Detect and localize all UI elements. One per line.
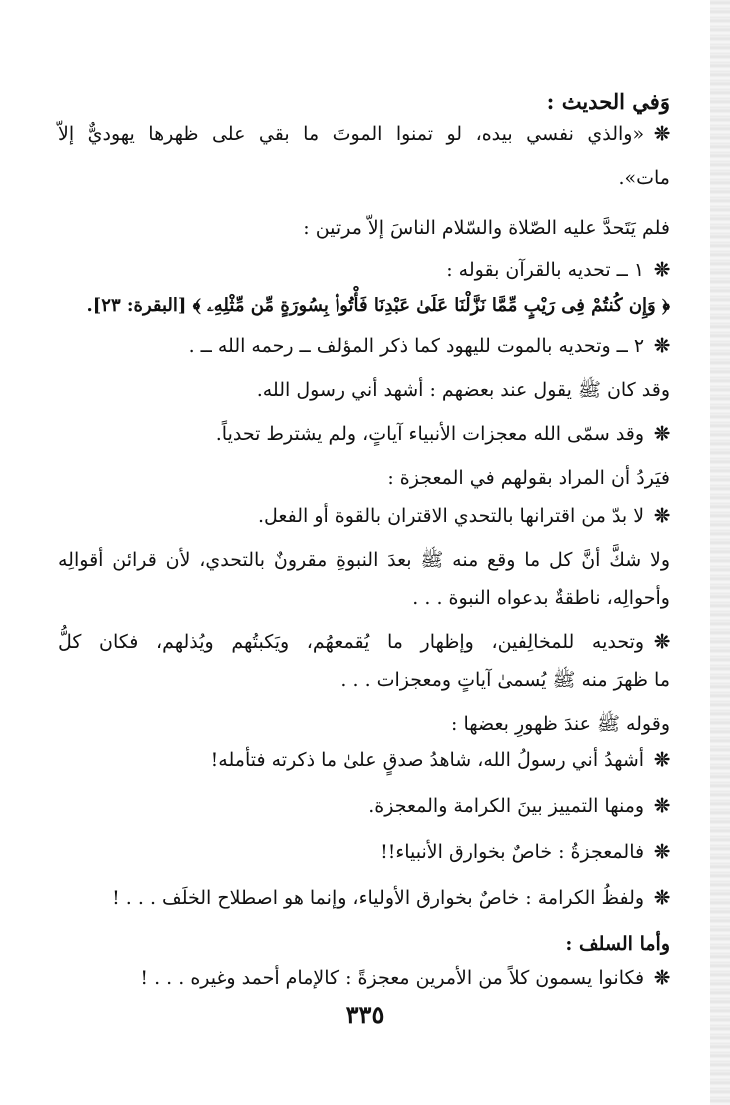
page-number: ٣٣٥ bbox=[345, 1000, 385, 1029]
bullet-star-icon: ❊ bbox=[654, 423, 670, 445]
section-heading: وَفي الحديث : bbox=[546, 89, 670, 114]
text-line: ما ظهرَ منه ﷺ يُسمىٰ آياتٍ ومعجزات . . . bbox=[340, 669, 670, 691]
text-line: ❊وتحديه للمخالِفين، وإظهار ما يُقمعهُم، ويَكبتُهم ويُذلهم، فكان كلُّ bbox=[58, 628, 670, 656]
text-line: ❊ولفظُ الكرامة : خاصٌ بخوارق الأولياء، وإنما هو اصطلاح الخلَف . . . ! bbox=[58, 884, 670, 912]
bullet-star-icon: ❊ bbox=[654, 749, 670, 771]
text-line: ❊«والذي نفسي بيده، لو تمنوا الموتَ ما بقي على ظهرها يهوديٌّ إلاّ bbox=[58, 120, 670, 148]
bullet-star-icon: ❊ bbox=[654, 795, 670, 817]
text-line: ولا شكَّ أنَّ كل ما وقع منه ﷺ بعدَ النبوةِ مقرونٌ بالتحدي، لأن قرائن أقوالِه bbox=[58, 549, 670, 571]
text-line: وقوله ﷺ عندَ ظهورِ بعضها : bbox=[451, 713, 670, 735]
section-heading: وأما السلف : bbox=[565, 933, 670, 955]
bullet-star-icon: ❊ bbox=[654, 841, 670, 863]
page-edge-decoration bbox=[710, 0, 730, 1105]
text-line: فيَردُ أن المراد بقولهم في المعجزة : bbox=[387, 467, 670, 489]
quran-verse: ﴿ وَإِن كُنتُمْ فِى رَيْبٍ مِّمَّا نَزَّلْنَا عَلَىٰ عَبْدِنَا فَأْتُوا۟ بِسُورَةٍ مِّن مِّثْلِهِۦ ﴾ [البقرة: ٢٣]. bbox=[86, 295, 670, 316]
bullet-star-icon: ❊ bbox=[654, 887, 670, 909]
bullet-star-icon: ❊ bbox=[654, 967, 670, 989]
bullet-star-icon: ❊ bbox=[654, 631, 670, 653]
text-line: ❊١ ــ تحديه بالقرآن بقوله : bbox=[58, 256, 670, 284]
text-line: ❊لا بدّ من اقترانها بالتحدي الاقتران بالقوة أو الفعل. bbox=[58, 502, 670, 530]
text-line: ❊وقد سمّى الله معجزات الأنبياء آياتٍ، ولم يشترط تحدياً. bbox=[58, 420, 670, 448]
bullet-star-icon: ❊ bbox=[654, 505, 670, 527]
text-line: ❊ومنها التمييز بينَ الكرامة والمعجزة. bbox=[58, 792, 670, 820]
text-line: وأحوالِه، ناطقةٌ بدعواه النبوة . . . bbox=[412, 587, 670, 609]
text-line: ❊فالمعجزةُ : خاصٌ بخوارق الأنبياء!! bbox=[58, 838, 670, 866]
text-line: مات». bbox=[618, 167, 670, 189]
bullet-star-icon: ❊ bbox=[654, 123, 670, 145]
text-line: فلم يَتَحدَّ عليه الصّلاة والسّلام الناسَ إلاّ مرتين : bbox=[303, 217, 670, 239]
document-body bbox=[58, 88, 670, 992]
bullet-star-icon: ❊ bbox=[654, 259, 670, 281]
text-line: ❊٢ ــ وتحديه بالموت لليهود كما ذكر المؤلف ــ رحمه الله ــ . bbox=[58, 332, 670, 360]
text-line: ❊فكانوا يسمون كلاً من الأمرين معجزةً : كالإمام أحمد وغيره . . . ! bbox=[58, 964, 670, 992]
text-line: ❊أشهدُ أني رسولُ الله، شاهدُ صدقٍ علىٰ ما ذكرته فتأمله! bbox=[58, 746, 670, 774]
bullet-star-icon: ❊ bbox=[654, 335, 670, 357]
text-line: وقد كان ﷺ يقول عند بعضهم : أشهد أني رسول الله. bbox=[256, 379, 670, 401]
